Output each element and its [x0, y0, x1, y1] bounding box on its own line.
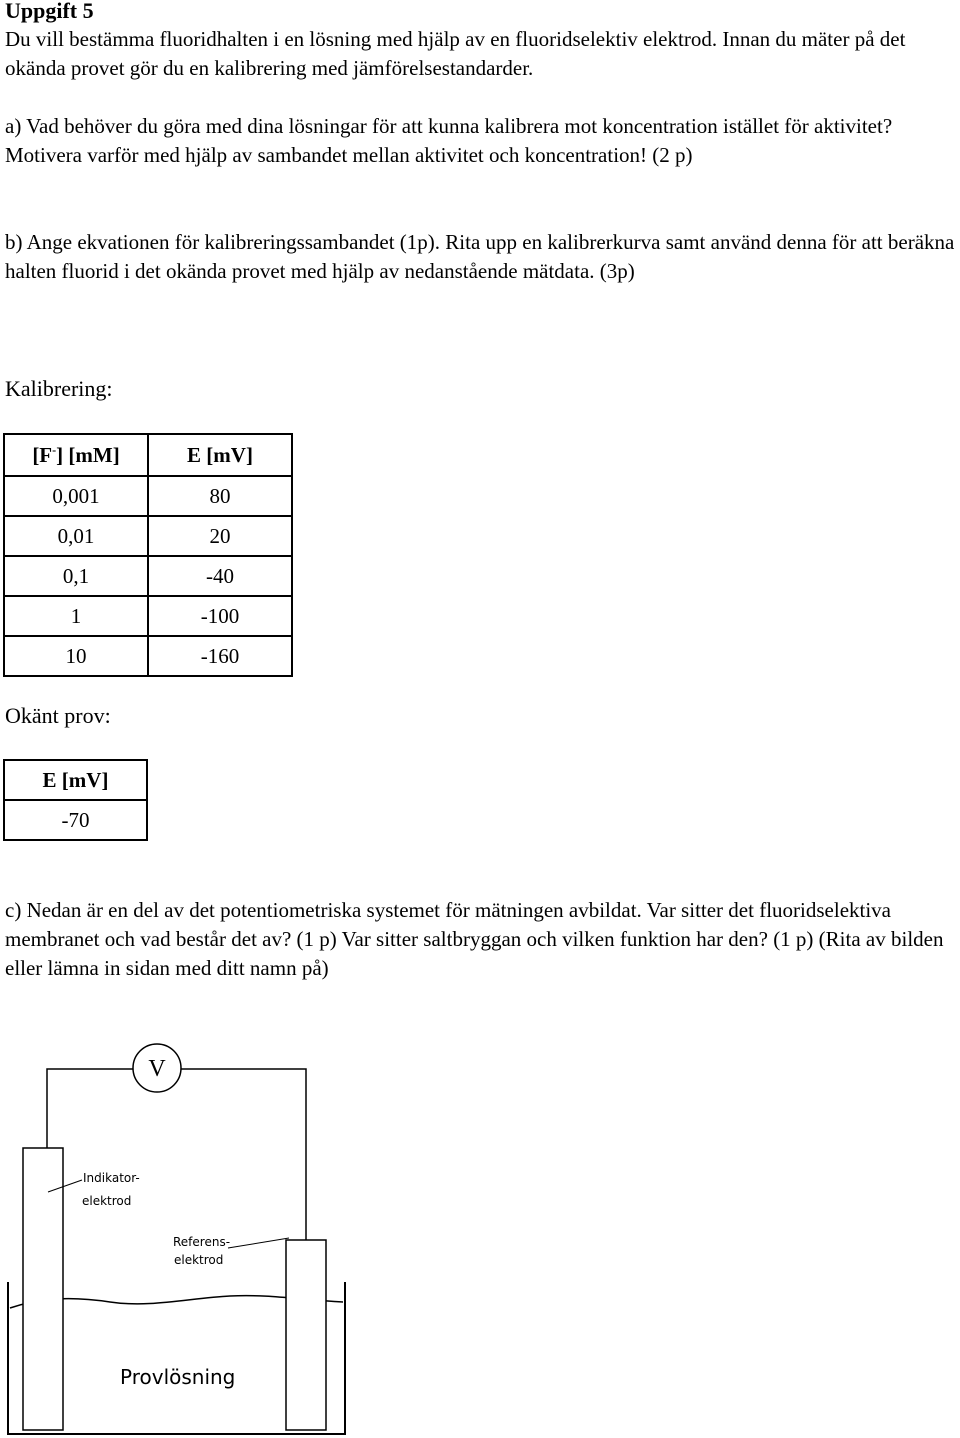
reference-label-line1: Referens- — [173, 1235, 231, 1249]
task-title: Uppgift 5 — [5, 0, 94, 23]
calibration-header-row — [4, 434, 292, 476]
cell-potential: 20 — [148, 516, 292, 556]
table-row — [4, 800, 147, 840]
indicator-electrode — [23, 1148, 63, 1430]
table-row — [4, 476, 292, 516]
unknown-sample-label: Okänt prov: — [5, 703, 111, 728]
intro-paragraph: Du vill bestämma fluoridhalten i en lösning med hjälp av en fluoridselektiv elektrod. Innan du mäter på det okända provet gör du en kalibrering med jämförelsestandarder. — [5, 27, 906, 80]
cell-concentration: 10 — [4, 636, 148, 676]
table-row — [4, 596, 292, 636]
cell-concentration: 0,001 — [4, 476, 148, 516]
question-b: b) Ange ekvationen för kalibreringssambandet (1p). Rita upp en kalibrerkurva samt använd denna för att beräkna halten fluorid i det okända provet med hjälp av nedanstående mätdata. (3p) — [5, 230, 955, 283]
table-row — [4, 516, 292, 556]
cell-potential: -100 — [148, 596, 292, 636]
header-potential: E [mV] — [148, 434, 292, 476]
voltmeter-label: V — [148, 1056, 166, 1082]
cell-potential: -40 — [148, 556, 292, 596]
header-conc-prefix: [F — [32, 442, 53, 467]
potentiometric-system-diagram — [0, 1030, 960, 1438]
unknown-sample-table — [3, 759, 148, 841]
unknown-header-row — [4, 760, 147, 800]
header-potential: E [mV] — [4, 760, 147, 800]
table-row — [4, 556, 292, 596]
cell-potential: 80 — [148, 476, 292, 516]
indicator-label-line2: elektrod — [82, 1194, 132, 1208]
question-c: c) Nedan är en del av det potentiometriska systemet för mätningen avbildat. Var sitter det fluoridselektiva membranet och vad består det av? (1 p) Var sitter saltbryggan och vilken funktion har den? (1 p) (Rita av bilden eller lämna in sidan med ditt namn på) — [5, 898, 944, 980]
cell-potential: -160 — [148, 636, 292, 676]
wire-reference — [180, 1069, 306, 1240]
reference-label-line2: elektrod — [174, 1253, 224, 1267]
cell-concentration: 0,01 — [4, 516, 148, 556]
wire-indicator — [47, 1069, 133, 1148]
reference-leader-line — [228, 1238, 289, 1248]
cell-potential: -70 — [4, 800, 147, 840]
solution-label: Provlösning — [120, 1365, 236, 1389]
header-conc-sup: - — [52, 442, 57, 457]
reference-electrode — [286, 1240, 326, 1430]
indicator-label-line1: Indikator- — [83, 1171, 140, 1185]
calibration-label: Kalibrering: — [5, 376, 113, 401]
calibration-table — [3, 433, 293, 677]
header-concentration — [4, 434, 148, 476]
header-conc-suffix: ] [mM] — [56, 442, 120, 467]
cell-concentration: 0,1 — [4, 556, 148, 596]
question-a: a) Vad behöver du göra med dina lösningar för att kunna kalibrera mot koncentration istället för aktivitet? Motivera varför med hjälp av sambandet mellan aktivitet och koncentration! (2 p) — [5, 114, 893, 167]
cell-concentration: 1 — [4, 596, 148, 636]
table-row — [4, 636, 292, 676]
